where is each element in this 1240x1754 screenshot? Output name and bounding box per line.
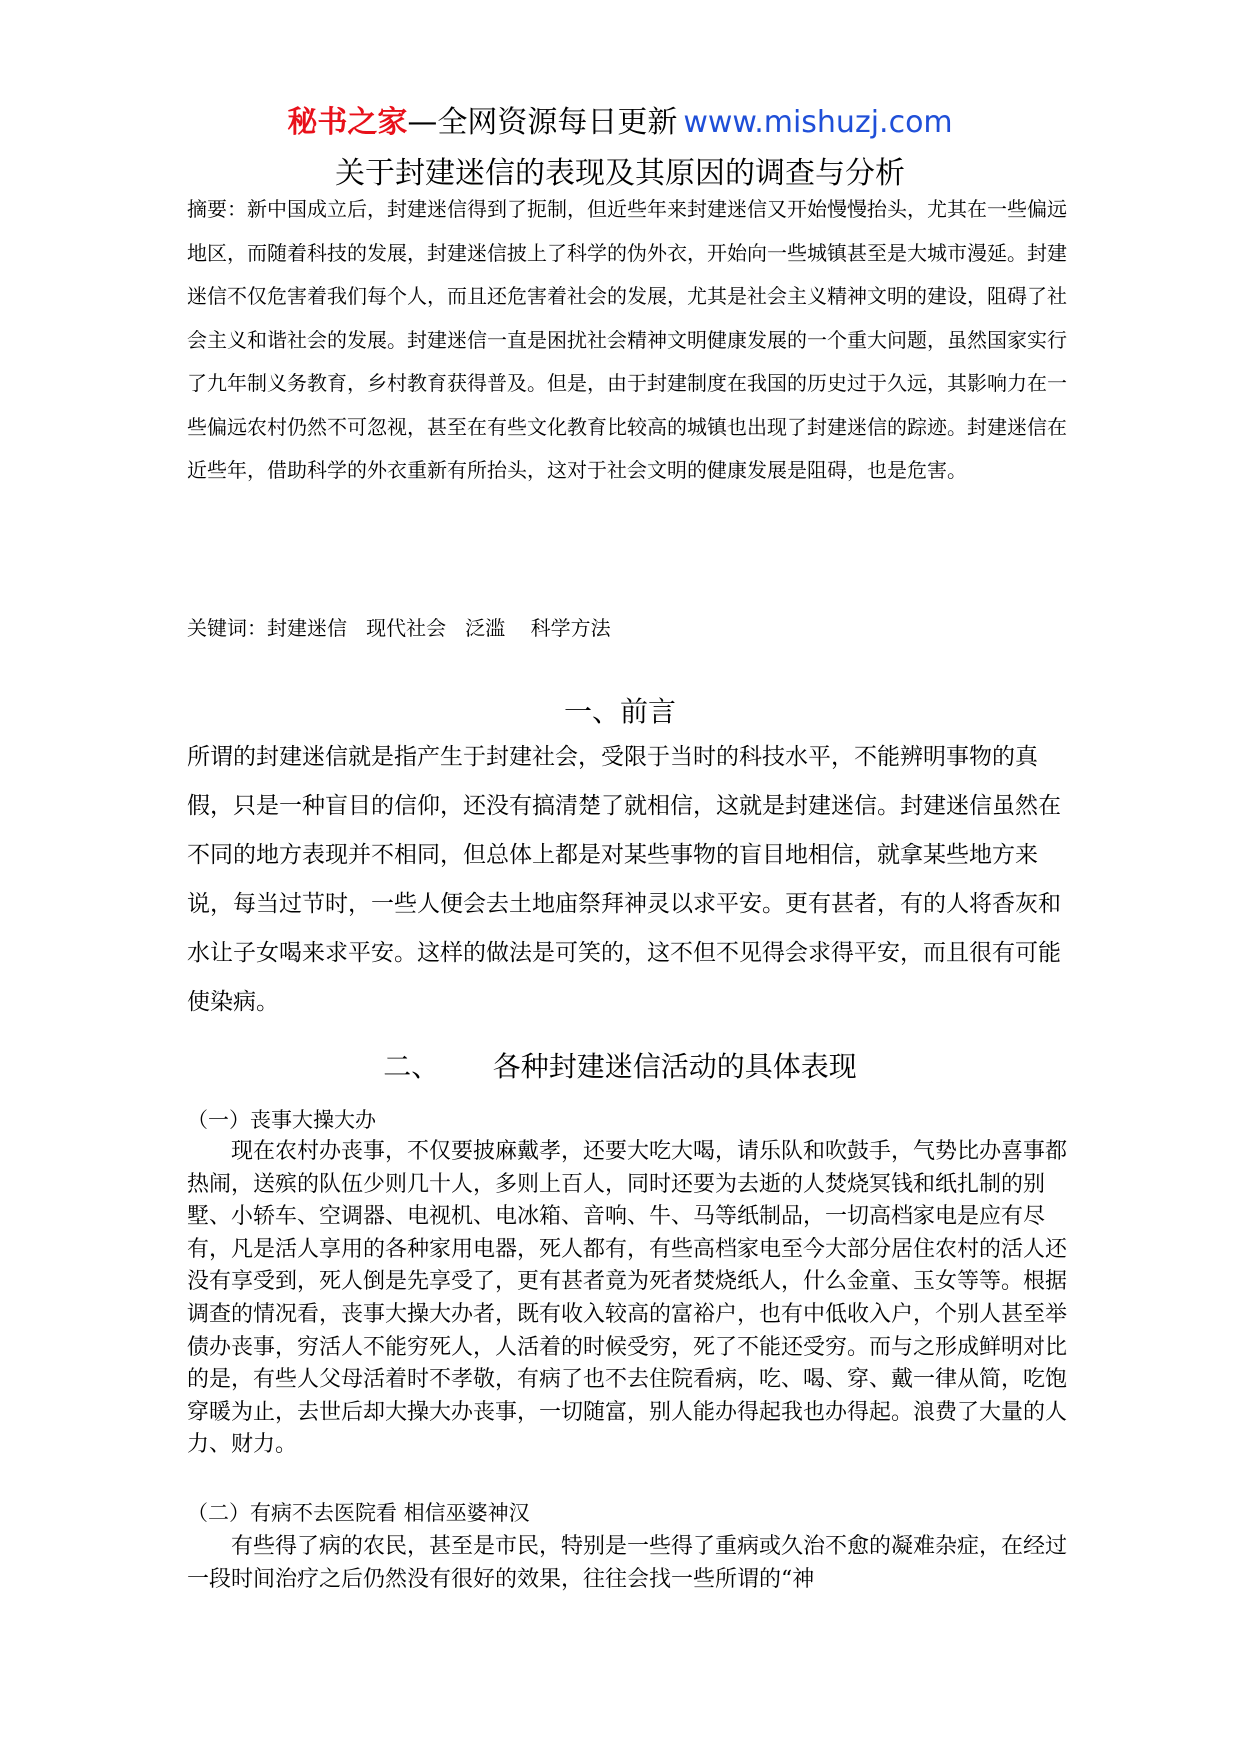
abstract bbox=[187, 188, 1067, 493]
abstract-text: 摘要：新中国成立后，封建迷信得到了扼制，但近些年来封建迷信又开始慢慢抬头，尤其在一些偏远地区，而随着科技的发展，封建迷信披上了科学的伪外衣，开始向一些城镇甚至是大城市漫延。封建迷信不仅危害着我们每个人，而且还危害着社会的发展，尤其是社会主义精神文明的建设，阻碍了社会主义和谐社会的发展。封建迷信一直是困扰社会精神文明健康发展的一个重大问题，虽然国家实行了九年制义务教育，乡村教育获得普及。但是，由于封建制度在我国的历史过于久远，其影响力在一些偏远农村仍然不可忽视，甚至在有些文化教育比较高的城镇也出现了封建迷信的踪迹。封建迷信在近些年，借助科学的外衣重新有所抬头，这对于社会文明的健康发展是阻碍，也是危害。 bbox=[187, 197, 1067, 482]
keywords: 关键词：封建迷信 现代社会 泛滥 科学方法 bbox=[187, 616, 611, 640]
preface-body bbox=[187, 733, 1067, 1027]
section-heading-manifestations: 二、 各种封建迷信活动的具体表现 bbox=[383, 1050, 857, 1083]
brand-name: 秘书之家 bbox=[287, 105, 408, 140]
site-tagline: —全网资源每日更新 bbox=[407, 105, 678, 140]
funerals-paragraph: 现在农村办丧事，不仅要披麻戴孝，还要大吃大喝，请乐队和吹鼓手，气势比办喜事都热闹，送殡的队伍少则几十人，多则上百人，同时还要为去逝的人焚烧冥钱和纸扎制的别墅、小轿车、空调器、电视机、电冰箱、音响、牛、马等纸制品，一切高档家电是应有尽有，凡是活人享用的各种家用电器，死人都有，有些高档家电至今大部分居住农村的活人还没有享受到，死人倒是先享受了，更有甚者竟为死者焚烧纸人，什么金童、玉女等等。根据调查的情况看，丧事大操大办者，既有收入较高的富裕户，也有中低收入户，个别人甚至举债办丧事，穷活人不能穷死人，人活着的时候受穷，死了不能还受穷。而与之形成鲜明对比的是，有些人父母活着时不孝敬，有病了也不去住院看病，吃、喝、穿、戴一律从简，吃饱穿暖为止，去世后却大操大办丧事，一切随富，别人能办得起我也办得起。浪费了大量的人力、财力。 bbox=[187, 1139, 1068, 1458]
section-heading-preface: 一、前言 bbox=[563, 695, 676, 728]
subsection-heading-witchcraft: （二）有病不去医院看 相信巫婆神汉 bbox=[187, 1501, 530, 1525]
site-header bbox=[0, 100, 1240, 146]
witchcraft-body bbox=[187, 1530, 1067, 1596]
funerals-body bbox=[187, 1136, 1067, 1462]
preface-paragraph: 所谓的封建迷信就是指产生于封建社会，受限于当时的科技水平，不能辨明事物的真假，只是一种盲目的信仰，还没有搞清楚了就相信，这就是封建迷信。封建迷信虽然在不同的地方表现并不相同，但总体上都是对某些事物的盲目地相信，就拿某些地方来说，每当过节时，一些人便会去土地庙祭拜神灵以求平安。更有甚者，有的人将香灰和水让子女喝来求平安。这样的做法是可笑的，这不但不见得会求得平安，而且很有可能使染病。 bbox=[187, 744, 1061, 1015]
site-url-link[interactable]: www.mishuzj.com bbox=[683, 105, 953, 140]
witchcraft-paragraph: 有些得了病的农民，甚至是市民，特别是一些得了重病或久治不愈的凝难杂症，在经过一段时间治疗之后仍然没有很好的效果，往往会找一些所谓的“神 bbox=[187, 1534, 1068, 1592]
subsection-heading-funerals: （一）丧事大操大办 bbox=[187, 1108, 376, 1132]
document-title: 关于封建迷信的表现及其原因的调查与分析 bbox=[335, 156, 905, 191]
